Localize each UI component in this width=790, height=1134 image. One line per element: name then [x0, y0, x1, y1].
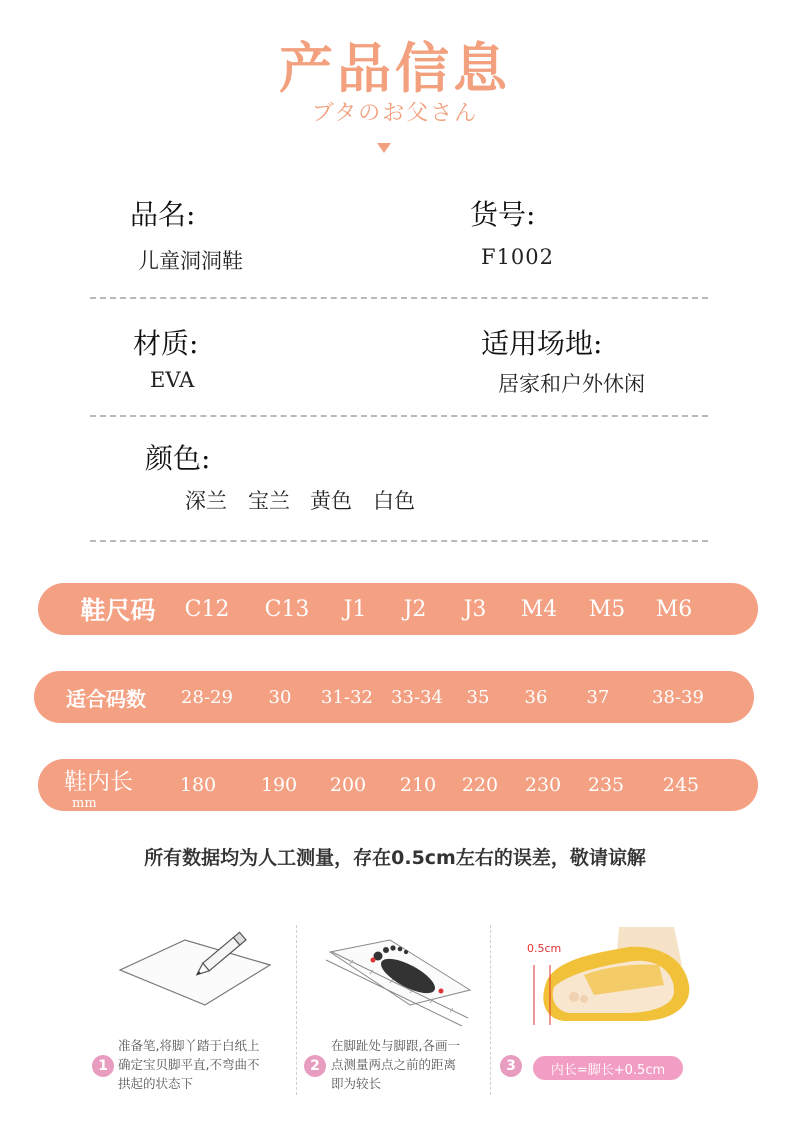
size-row-fit-size [34, 671, 754, 723]
size-cell: 200 [329, 774, 367, 796]
size-cell: M6 [655, 596, 693, 622]
step-text-line: 准备笔,将脚丫踏于白纸上 [118, 1038, 260, 1053]
page-title: 产品信息 [279, 37, 511, 100]
name-label: 品名: [130, 198, 196, 231]
divider [90, 415, 708, 417]
size-cell: 180 [179, 774, 217, 796]
divider [490, 925, 491, 1095]
sku-value: F1002 [481, 245, 555, 269]
size-cell: 230 [524, 774, 562, 796]
size-cell: J2 [403, 596, 427, 622]
offset-marker-label: 0.5cm [527, 942, 562, 955]
step-text-line: 在脚趾处与脚跟,各画一 [331, 1038, 460, 1053]
size-cell: J3 [463, 596, 487, 622]
size-cell: 30 [268, 686, 292, 708]
step-number-2: 2 [304, 1055, 326, 1077]
step-2-text [331, 1036, 460, 1093]
divider [90, 297, 708, 299]
color-value-3: 黄色 [310, 489, 352, 513]
divider [90, 540, 708, 542]
sku-label: 货号: [470, 198, 536, 231]
inner-length-formula: 内长=脚长+0.5cm [533, 1056, 683, 1080]
size-row-header: 鞋尺码 [80, 596, 156, 625]
size-row-shoe-size [38, 583, 758, 635]
step-1-text [118, 1036, 259, 1093]
size-cell: M4 [520, 596, 558, 622]
size-row-inner-length [38, 759, 758, 811]
step-number-3: 3 [500, 1055, 522, 1077]
material-value: EVA [150, 368, 195, 392]
paper-pencil-illustration [110, 925, 290, 1030]
step-text-line: 确定宝贝脚平直,不弯曲不 [118, 1057, 260, 1072]
color-value-2: 宝兰 [248, 489, 290, 513]
size-cell: 33-34 [391, 686, 443, 708]
size-cell: J1 [343, 596, 367, 622]
brand-subtitle: ブタのお父さん [311, 101, 479, 126]
step-number-1: 1 [92, 1055, 114, 1077]
divider [296, 925, 297, 1095]
step-text-line: 点测量两点之前的距离 [331, 1057, 457, 1072]
size-cell: 28-29 [181, 686, 233, 708]
size-cell: 190 [260, 774, 298, 796]
size-cell: 210 [399, 774, 437, 796]
unit-label: mm [72, 795, 97, 811]
size-cell: 37 [586, 686, 610, 708]
color-label: 颜色: [145, 442, 211, 475]
measurement-note: 所有数据均为人工测量，存在0.5cm左右的误差，敬请谅解 [144, 847, 646, 869]
size-cell: 235 [587, 774, 625, 796]
venue-label: 适用场地: [481, 327, 603, 360]
triangle-down-icon [377, 143, 391, 153]
size-cell: C13 [264, 596, 310, 622]
size-cell: 220 [461, 774, 499, 796]
footprint-ruler-illustration [320, 930, 480, 1035]
size-cell: C12 [184, 596, 230, 622]
venue-value: 居家和户外休闲 [498, 372, 645, 396]
size-cell: 38-39 [652, 686, 704, 708]
size-cell: 36 [524, 686, 548, 708]
size-cell: 245 [662, 774, 700, 796]
step-text-line: 即为较长 [331, 1076, 382, 1091]
size-row-header: 适合码数 [66, 686, 146, 711]
color-value-4: 白色 [373, 489, 415, 513]
size-row-header: 鞋内长 [64, 768, 133, 795]
size-cell: 31-32 [321, 686, 373, 708]
step-text-line: 拱起的状态下 [118, 1076, 194, 1091]
name-value: 儿童洞洞鞋 [138, 249, 243, 273]
material-label: 材质: [133, 327, 199, 360]
size-cell: M5 [588, 596, 626, 622]
size-cell: 35 [466, 686, 490, 708]
color-value-1: 深兰 [185, 489, 227, 513]
